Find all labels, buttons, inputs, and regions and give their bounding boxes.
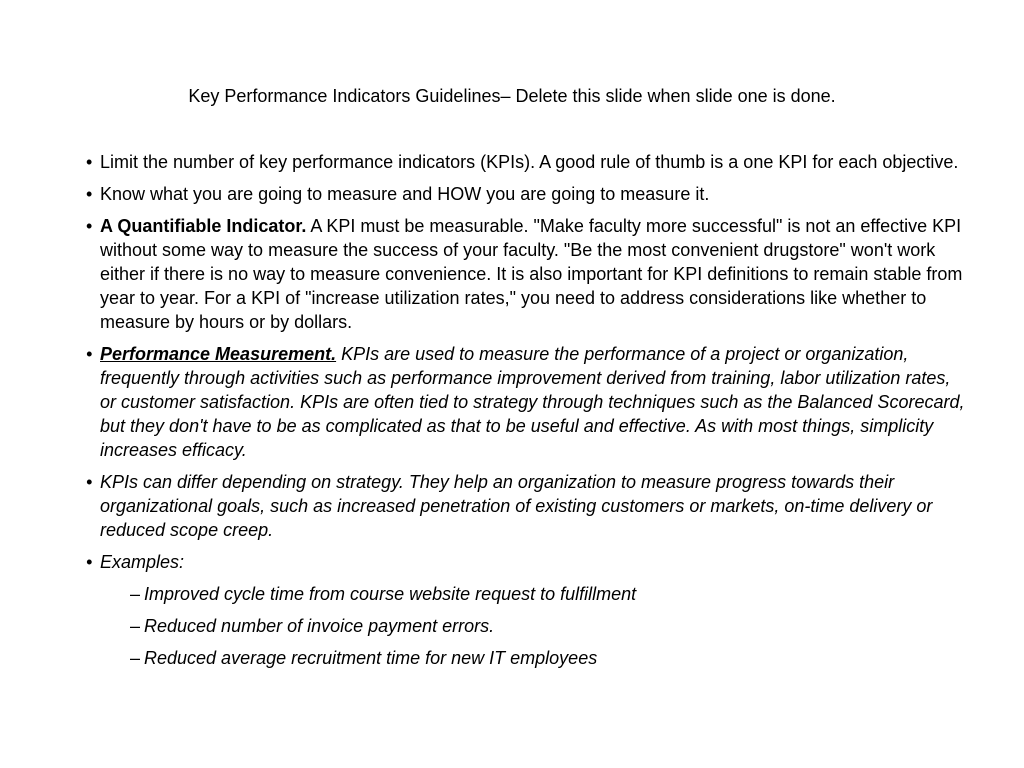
bullet-text: A KPI must be measurable. "Make faculty more successful" is not an effective KPI without some way to measure the success of your faculty. "Be the most convenient drugstore" won't work either if there is no way to measure convenience. It is also important for KPI definitions to remain stable from year to year. For a KPI of "increase utilization rates," you need to address considerations like whether to measure by hours or by dollars. <box>100 216 963 332</box>
bullet-item <box>86 550 966 670</box>
bullet-marker: • <box>86 184 93 204</box>
bullet-text: Examples: <box>100 552 185 572</box>
bullet-item <box>86 342 966 462</box>
bullet-marker: • <box>86 552 93 572</box>
bullet-marker: • <box>86 344 93 364</box>
example-text: Reduced number of invoice payment errors. <box>144 616 495 636</box>
slide-title: Key Performance Indicators Guidelines– Delete this slide when slide one is done. <box>188 86 836 106</box>
bullet-item <box>86 150 966 174</box>
dash-marker: – <box>130 584 141 604</box>
example-text: Reduced average recruitment time for new IT employees <box>144 648 598 668</box>
bullet-marker: • <box>86 152 93 172</box>
bullet-marker: • <box>86 472 93 492</box>
bullet-marker: • <box>86 216 93 236</box>
example-item <box>100 614 966 638</box>
dash-marker: – <box>130 616 141 636</box>
bullet-text: KPIs can differ depending on strategy. They help an organization to measure progress towards their organizational goals, such as increased penetration of existing customers or markets, on-time delivery or reduced scope creep. <box>100 472 933 540</box>
bullet-item <box>86 470 966 542</box>
bullet-lead: A Quantifiable Indicator. <box>100 216 307 236</box>
bullet-lead: Performance Measurement. <box>100 344 337 364</box>
example-list <box>100 582 966 670</box>
bullet-text: Know what you are going to measure and HOW you are going to measure it. <box>100 184 710 204</box>
bullet-text: KPIs are used to measure the performance of a project or organization, frequently through activities such as performance improvement derived from training, labor utilization rates, or customer satisfaction. KPIs are often tied to strategy through techniques such as the Balanced Scorecard, but they don't have to be as complicated as that to be useful and effective. As with most things, simplicity increases efficacy. <box>100 344 965 460</box>
example-item <box>100 582 966 606</box>
bullet-item <box>86 182 966 206</box>
bullet-list <box>86 150 966 678</box>
bullet-text: Limit the number of key performance indicators (KPIs). A good rule of thumb is a one KPI for each objective. <box>100 152 959 172</box>
bullet-item <box>86 214 966 334</box>
example-text: Improved cycle time from course website request to fulfillment <box>144 584 637 604</box>
dash-marker: – <box>130 648 141 668</box>
example-item <box>100 646 966 670</box>
